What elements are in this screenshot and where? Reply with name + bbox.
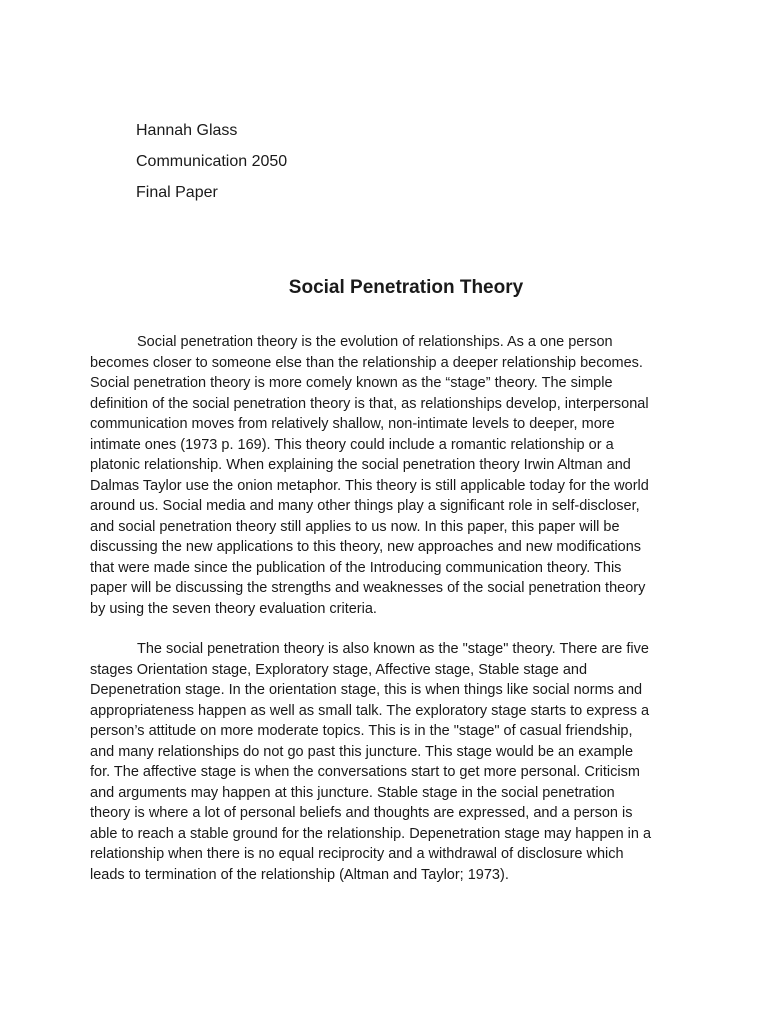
course-name: Communication 2050 bbox=[136, 153, 288, 170]
paragraph-line: Social penetration theory is the evolution of relationships. As a one person bbox=[137, 334, 613, 350]
paragraph-line: The social penetration theory is also known as the "stage" theory. There are five bbox=[137, 641, 649, 657]
paragraph-line: paper will be discussing the strengths and weaknesses of the social penetration theory bbox=[90, 580, 646, 596]
paragraph-line: intimate ones (1973 p. 169). This theory could include a romantic relationship or a bbox=[90, 436, 614, 453]
paragraph-line: that were made since the publication of the Introducing communication theory. This bbox=[90, 559, 622, 576]
paragraph-line: person’s attitude on more moderate topics. This is in the "stage" of casual friendship, bbox=[90, 723, 633, 739]
paragraph-line: definition of the social penetration theory is that, as relationships develop, interpersonal bbox=[90, 395, 649, 412]
paragraph-line: for. The affective stage is when the conversations start to get more personal. Criticism bbox=[90, 764, 640, 780]
paragraph-line: stages Orientation stage, Exploratory stage, Affective stage, Stable stage and bbox=[90, 661, 588, 678]
paragraph-line: and social penetration theory still applies to us now. In this paper, this paper will be bbox=[90, 518, 620, 535]
author-name: Hannah Glass bbox=[136, 122, 238, 139]
paragraph-line: able to reach a stable ground for the relationship. Depenetration stage may happen in a bbox=[90, 825, 652, 842]
paragraph-line: and many relationships do not go past this juncture. This stage would be an example bbox=[90, 743, 634, 760]
paragraph-line: Depenetration stage. In the orientation stage, this is when things like social norms and bbox=[90, 682, 643, 698]
paragraph-line: platonic relationship. When explaining the social penetration theory Irwin Altman and bbox=[90, 457, 631, 473]
paragraph-line: becomes closer to someone else than the relationship a deeper relationship becomes. bbox=[90, 354, 643, 371]
paragraph-2 bbox=[90, 639, 674, 885]
paragraph-line: Dalmas Taylor use the onion metaphor. This theory is still applicable today for the world bbox=[90, 477, 649, 494]
paragraph-line: around us. Social media and many other things play a significant role in self-discloser, bbox=[90, 498, 640, 514]
paragraph-line: Social penetration theory is more comely known as the “stage” theory. The simple bbox=[90, 375, 613, 391]
paragraph-line: leads to termination of the relationship (Altman and Taylor; 1973). bbox=[90, 866, 509, 883]
paragraph-line: by using the seven theory evaluation criteria. bbox=[90, 600, 377, 617]
document-header bbox=[136, 120, 287, 213]
document-title: Social Penetration Theory bbox=[288, 277, 524, 298]
paragraph-1 bbox=[90, 332, 674, 619]
paragraph-line: theory is where a lot of personal beliefs and thoughts are expressed, and a person is bbox=[90, 805, 633, 821]
paragraph-line: relationship when there is no equal reciprocity and a withdrawal of disclosure which bbox=[90, 846, 624, 862]
paragraph-line: appropriateness happen as well as small talk. The exploratory stage starts to express a bbox=[90, 702, 650, 719]
assignment-name: Final Paper bbox=[136, 184, 218, 201]
paragraph-line: and arguments may happen at this juncture. Stable stage in the social penetration bbox=[90, 784, 615, 801]
paragraph-line: discussing the new applications to this theory, new approaches and new modifications bbox=[90, 539, 642, 555]
paragraph-line: communication moves from relatively shallow, non-intimate levels to deeper, more bbox=[90, 416, 615, 432]
